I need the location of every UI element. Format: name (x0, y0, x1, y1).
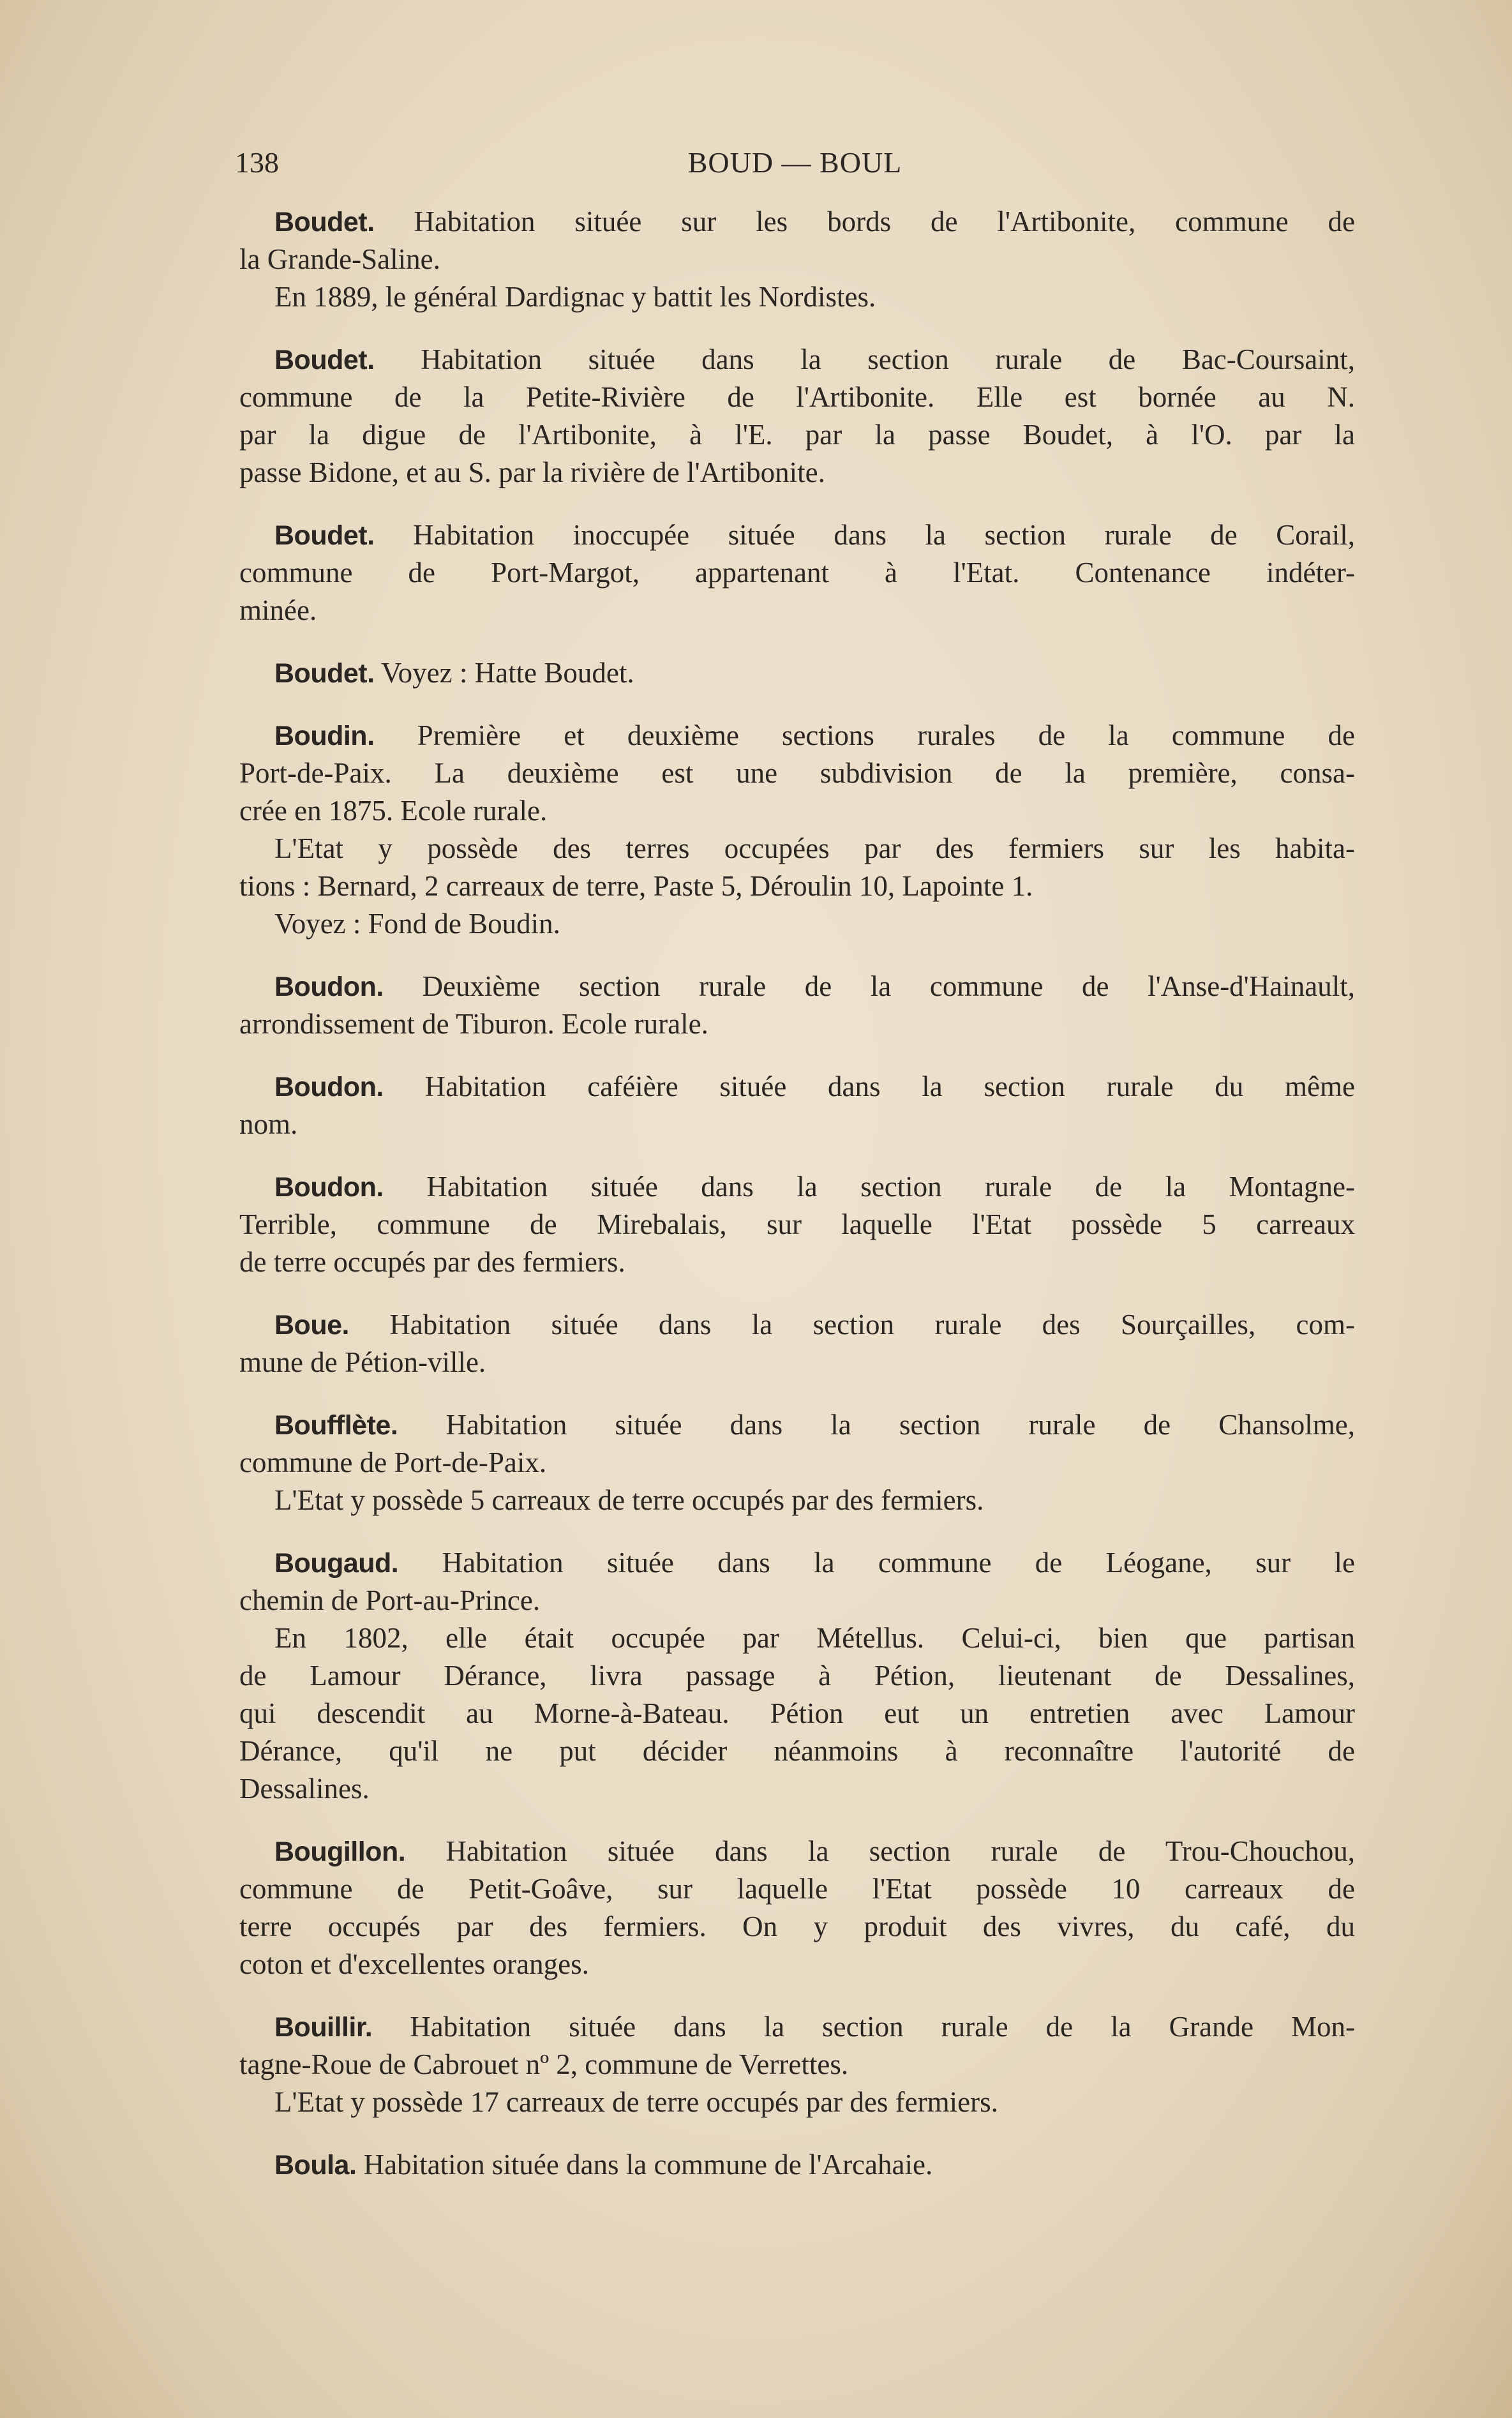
text-line (239, 1243, 1355, 1281)
text-line (239, 1695, 1355, 1732)
entry-headword: Boudet. (274, 345, 375, 375)
entry-headword: Boudet. (274, 520, 375, 551)
dictionary-entry (239, 1306, 1355, 1381)
line-text: Habitation située dans la section rurale de la Grande Mon- (410, 2011, 1356, 2043)
line-text: Habitation inoccupée située dans la section rurale de Corail, (413, 519, 1356, 551)
line-text: commune de la Petite-Rivière de l'Artibonite. Elle est bornée au N. (239, 381, 1355, 413)
entry-headword: Bougaud. (274, 1548, 399, 1579)
text-line (239, 1770, 1355, 1808)
line-text: chemin de Port-au-Prince. (239, 1584, 541, 1616)
text-line (239, 416, 1355, 454)
text-line (239, 516, 1355, 554)
text-line (239, 1946, 1355, 1983)
line-text: L'Etat y possède 17 carreaux de terre occupés par des fermiers. (274, 2086, 998, 2118)
entry-headword: Bougillon. (274, 1836, 406, 1867)
text-line (239, 1444, 1355, 1482)
line-text: Habitation située dans la section rurale de Chansolme, (445, 1409, 1355, 1441)
line-text: commune de Port-de-Paix. (239, 1446, 547, 1478)
line-text: Terrible, commune de Mirebalais, sur laquelle l'Etat possède 5 carreaux (239, 1208, 1355, 1240)
dictionary-entry (239, 717, 1355, 943)
text-line (239, 454, 1355, 492)
line-text: passe Bidone, et au S. par la rivière de l'Artibonite. (239, 456, 825, 488)
text-line (239, 1406, 1355, 1444)
entry-headword: Bouillir. (274, 2012, 373, 2043)
text-line (239, 1005, 1355, 1043)
text-line (239, 554, 1355, 592)
page-number: 138 (235, 146, 279, 179)
line-text: Habitation située dans la section rurale de la Montagne- (426, 1171, 1355, 1203)
text-line (239, 2008, 1355, 2046)
dictionary-entry (239, 1406, 1355, 1519)
line-text: Port-de-Paix. La deuxième est une subdivision de la première, consa- (239, 757, 1355, 789)
line-text: En 1889, le général Dardignac y battit les Nordistes. (274, 281, 876, 313)
text-line (239, 1544, 1355, 1582)
text-line (239, 2046, 1355, 2084)
line-text: de terre occupés par des fermiers. (239, 1246, 625, 1278)
dictionary-entry (239, 341, 1355, 492)
line-text: L'Etat y possède des terres occupées par des fermiers sur les habita- (274, 832, 1355, 864)
dictionary-entry (239, 2146, 1355, 2184)
text-line (239, 341, 1355, 379)
line-text: Première et deuxième sections rurales de la commune de (417, 719, 1355, 751)
line-text: tagne-Roue de Cabrouet nº 2, commune de Verrettes. (239, 2048, 849, 2080)
dictionary-entry (239, 2008, 1355, 2121)
dictionary-entry (239, 654, 1355, 692)
line-text: Habitation située dans la section rurale des Sourçailles, com- (389, 1309, 1355, 1340)
text-line (239, 1833, 1355, 1870)
text-line (239, 1908, 1355, 1946)
entry-headword: Boudon. (274, 972, 384, 1002)
line-text: commune de Petit-Goâve, sur laquelle l'Etat possède 10 carreaux de (239, 1873, 1355, 1905)
dictionary-entry (239, 1833, 1355, 1983)
dictionary-entry (239, 1168, 1355, 1281)
text-line (239, 1168, 1355, 1206)
line-text: Voyez : Hatte Boudet. (380, 657, 634, 689)
text-line (239, 1482, 1355, 1519)
entry-headword: Boudet. (274, 207, 375, 237)
line-text: Habitation située sur les bords de l'Artibonite, commune de (414, 206, 1356, 237)
text-line (239, 1344, 1355, 1381)
dictionary-entry (239, 1068, 1355, 1143)
line-text: minée. (239, 594, 317, 626)
entry-headword: Boula. (274, 2150, 357, 2181)
line-text: tions : Bernard, 2 carreaux de terre, Paste 5, Déroulin 10, Lapointe 1. (239, 870, 1033, 902)
text-line (239, 1068, 1355, 1106)
line-text: commune de Port-Margot, appartenant à l'Etat. Contenance indéter- (239, 557, 1355, 589)
dictionary-entry (239, 1544, 1355, 1808)
line-text: Dessalines. (239, 1773, 370, 1805)
line-text: En 1802, elle était occupée par Métellus. Celui-ci, bien que partisan (274, 1622, 1355, 1654)
line-text: Habitation située dans la section rurale de Trou-Chouchou, (445, 1835, 1355, 1867)
line-text: arrondissement de Tiburon. Ecole rurale. (239, 1008, 708, 1040)
text-line (239, 278, 1355, 316)
line-text: L'Etat y possède 5 carreaux de terre occupés par des fermiers. (274, 1484, 984, 1516)
page-header (235, 146, 1355, 184)
dictionary-entry (239, 968, 1355, 1043)
entry-headword: Boudon. (274, 1072, 384, 1102)
dictionary-entry (239, 203, 1355, 316)
line-text: Habitation caféière située dans la section rurale du même (424, 1070, 1355, 1102)
text-line (239, 592, 1355, 629)
text-line (239, 1106, 1355, 1143)
text-line (239, 755, 1355, 792)
text-line (239, 1306, 1355, 1344)
line-text: qui descendit au Morne-à-Bateau. Pétion eut un entretien avec Lamour (239, 1697, 1355, 1729)
text-line (239, 1582, 1355, 1619)
line-text: Deuxième section rurale de la commune de l'Anse-d'Hainault, (422, 970, 1355, 1002)
line-text: par la digue de l'Artibonite, à l'E. par la passe Boudet, à l'O. par la (239, 419, 1355, 451)
entry-headword: Boudin. (274, 721, 375, 751)
text-line (239, 867, 1355, 905)
text-line (239, 203, 1355, 241)
entry-headword: Boudon. (274, 1172, 384, 1203)
line-text: Voyez : Fond de Boudin. (274, 908, 560, 940)
dictionary-entry (239, 516, 1355, 629)
text-line (239, 905, 1355, 943)
line-text: nom. (239, 1108, 298, 1140)
dictionary-entries (239, 203, 1355, 2209)
line-text: coton et d'excellentes oranges. (239, 1948, 589, 1980)
text-line (239, 792, 1355, 830)
entry-headword: Boue. (274, 1310, 349, 1340)
line-text: mune de Pétion-ville. (239, 1346, 486, 1378)
line-text: la Grande-Saline. (239, 243, 440, 275)
text-line (239, 830, 1355, 867)
text-line (239, 2084, 1355, 2121)
line-text: crée en 1875. Ecole rurale. (239, 795, 548, 827)
text-line (239, 1870, 1355, 1908)
text-line (239, 1206, 1355, 1243)
text-line (239, 1657, 1355, 1695)
line-text: Habitation située dans la section rurale de Bac-Coursaint, (421, 343, 1356, 375)
text-line (239, 968, 1355, 1005)
line-text: Dérance, qu'il ne put décider néanmoins à reconnaître l'autorité de (239, 1735, 1355, 1767)
text-line (239, 2146, 1355, 2184)
text-line (239, 717, 1355, 755)
line-text: Habitation située dans la commune de Léogane, sur le (442, 1547, 1356, 1579)
line-text: de Lamour Dérance, livra passage à Pétion, lieutenant de Dessalines, (239, 1660, 1355, 1692)
text-line (239, 1619, 1355, 1657)
running-title: BOUD — BOUL (687, 146, 902, 179)
entry-headword: Boufflète. (274, 1410, 398, 1441)
text-line (239, 241, 1355, 278)
entry-headword: Boudet. (274, 658, 375, 689)
line-text: Habitation située dans la commune de l'Arcahaie. (363, 2149, 933, 2181)
text-line (239, 1732, 1355, 1770)
line-text: terre occupés par des fermiers. On y produit des vivres, du café, du (239, 1911, 1355, 1942)
text-line (239, 654, 1355, 692)
text-line (239, 379, 1355, 416)
